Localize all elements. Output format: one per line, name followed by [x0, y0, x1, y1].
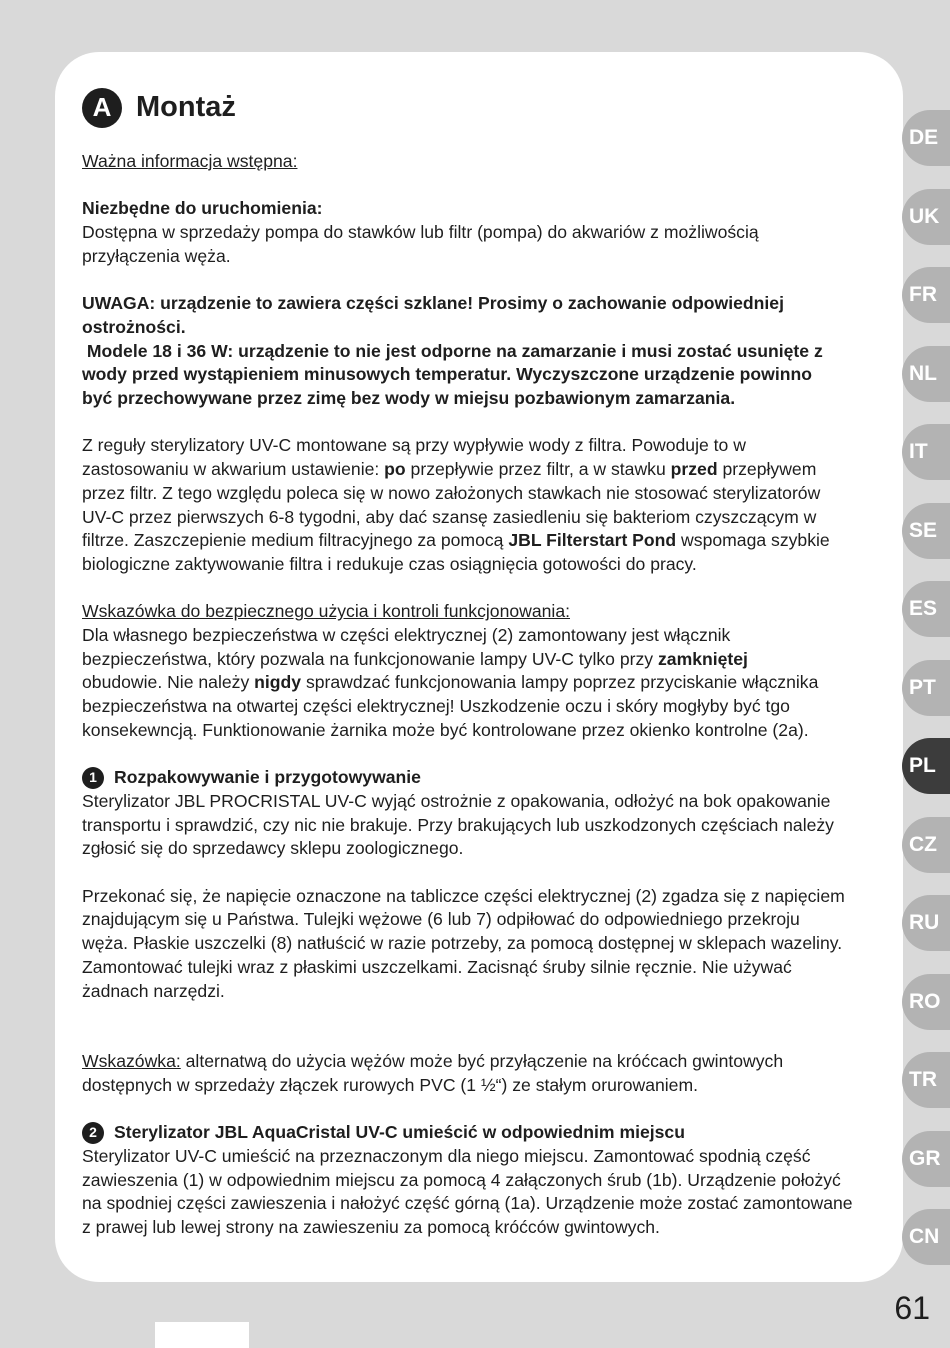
language-tab-pl[interactable]: PL — [902, 738, 950, 794]
section2-line: Sterylizator UV-C umieścić na przeznaczonym dla niego miejscu. Zamontować spodnią część — [82, 1146, 811, 1167]
language-tab-ru[interactable]: RU — [902, 895, 950, 951]
startup-line: Dostępna w sprzedaży pompa do stawków lub filtr (pompa) do akwariów z możliwością — [82, 222, 759, 243]
language-tab-pt[interactable]: PT — [902, 660, 950, 716]
section2-heading — [82, 1121, 872, 1145]
language-tab-nl[interactable]: NL — [902, 346, 950, 402]
section1-line: żadnach narzędzi. — [82, 980, 225, 1001]
section1-line: węża. Płaskie uszczelki (8) natłuścić w razie potrzeby, za pomocą dostępnej w sklepach wazeliny. — [82, 933, 843, 954]
section2-line: na spodniej części zawieszenia i nałożyć część górną (1a). Urządzenie może zostać zamontowane — [82, 1193, 853, 1214]
language-tab-gr[interactable]: GR — [902, 1131, 950, 1187]
warning-line: być przechowywane przez zimę bez wody w miejsu pozbawionym zamarzania. — [82, 388, 736, 408]
section2-number-badge: 2 — [82, 1122, 104, 1144]
language-tab-uk[interactable]: UK — [902, 189, 950, 245]
language-tab-se[interactable]: SE — [902, 503, 950, 559]
safety-heading: Wskazówka do bezpiecznego użycia i kontroli funkcjonowania: — [82, 601, 570, 622]
section1-line: znajdującym się u Państwa. Tulejki wężowe (6 lub 7) odpiłować do odpowiedniego przekroju — [82, 909, 800, 930]
rule-line: Z reguły sterylizatory UV-C montowane są przy wypływie wody z filtra. Powoduje to w — [82, 435, 746, 456]
language-tab-cz[interactable]: CZ — [902, 817, 950, 873]
warning-line: Modele 18 i 36 W: urządzenie to nie jest odporne na zamarzanie i musi zostać usunięte z — [82, 340, 823, 361]
language-tab-ro[interactable]: RO — [902, 974, 950, 1030]
rule-line: przez filtr. Z tego względu poleca się w nowo założonych stawkach nie stosować sterylizatorów — [82, 482, 821, 503]
section1-line: Sterylizator JBL PROCRISTAL UV-C wyjąć ostrożnie z opakowania, odłożyć na bok opakowanie — [82, 790, 831, 811]
document-content — [82, 88, 872, 1240]
language-tab-cn[interactable]: CN — [902, 1209, 950, 1265]
section1-number-badge: 1 — [82, 767, 104, 789]
language-tabs — [902, 110, 950, 1288]
language-tab-fr[interactable]: FR — [902, 267, 950, 323]
section1-line: Przekonać się, że napięcie oznaczone na tabliczce części elektrycznej (2) zgadza się z napięciem — [82, 885, 845, 906]
rule-line: filtrze. Zaszczepienie medium filtracyjnego za pomocą JBL Filterstart Pond wspomaga szybkie — [82, 530, 830, 551]
warning-line: ostrożności. — [82, 316, 186, 337]
rule-line: biologiczne zaktywowanie filtra i redukuje czas osiągnięcia gotowości do pracy. — [82, 553, 697, 574]
safety-line: bezpieczeństwa na otwartej części elektrycznej! Uszkodzenie oczu i skóry mogłyby być tgo — [82, 696, 790, 717]
warning-line: UWAGA: urządzenie to zawiera części szklane! Prosimy o zachowanie odpowiedniej — [82, 293, 784, 314]
section1-line: zgłosić się do sprzedawcy sklepu zoologicznego. — [82, 838, 464, 859]
page-number: 61 — [894, 1290, 930, 1326]
footer-bar — [155, 1322, 249, 1348]
safety-line: konsekewncją. Funktionowanie żarnika może być kontrolowane przez okienko kontrolne (2a). — [82, 719, 809, 740]
language-tab-de[interactable]: DE — [902, 110, 950, 166]
safety-line: bezpieczeństwa, który pozwala na funkcjonowanie lampy UV-C tylko przy zamkniętej — [82, 648, 748, 669]
section1-title: Rozpakowywanie i przygotowywanie — [114, 767, 421, 788]
section-letter-badge: A — [82, 88, 122, 128]
startup-heading: Niezbędne do uruchomienia: — [82, 198, 323, 219]
section2-line: z prawej lub lewej strony na zawieszeniu za pomocą króćców gwintowych. — [82, 1217, 660, 1238]
rule-line: UV-C przez pierwszych 6-8 tygodni, aby dać szansę zasiedleniu się bakteriom czyszczącym w — [82, 506, 817, 527]
language-tab-es[interactable]: ES — [902, 581, 950, 637]
warning-line: wody przed wystąpieniem minusowych temperatur. Wyczyszczone urządzenie powinno — [82, 364, 812, 385]
language-tab-it[interactable]: IT — [902, 424, 950, 480]
section-heading — [82, 88, 872, 128]
intro-heading: Ważna informacja wstępna: — [82, 151, 298, 171]
language-tab-tr[interactable]: TR — [902, 1052, 950, 1108]
section2-title: Sterylizator JBL AquaCristal UV-C umieścić w odpowiednim miejscu — [114, 1122, 685, 1143]
page-title: Montaż — [136, 91, 236, 124]
tip-line: Wskazówka: alternatwą do użycia wężów może być przyłączenie na króćcach gwintowych — [82, 1051, 784, 1072]
section1-line: transportu i sprawdzić, czy nic nie brakuje. Przy brakujących lub uszkodzonych częściach należy — [82, 814, 834, 835]
rule-line: zastosowaniu w akwarium ustawienie: po przepływie przez filtr, a w stawku przed przepływem — [82, 459, 817, 480]
safety-line: Dla własnego bezpieczeństwa w części elektrycznej (2) zamontowany jest włącznik — [82, 625, 731, 645]
startup-line: przyłączenia węża. — [82, 245, 231, 266]
tip-line: dostępnych w sprzedaży złączek rurowych PVC (1 ½“) ze stałym orurowaniem. — [82, 1074, 699, 1095]
section1-heading — [82, 766, 872, 790]
safety-line: obudowie. Nie należy nigdy sprawdzać funkcjonowania lampy poprzez przyciskanie włącznika — [82, 672, 819, 693]
section2-line: zawieszenia (1) w odpowiednim miejscu za pomocą 4 załączonych śrub (1b). Urządzenie położyć — [82, 1169, 841, 1190]
section1-line: Zamontować tulejki wraz z płaskimi uszczelkami. Zacisnąć śruby silnie ręcznie. Nie używać — [82, 956, 792, 977]
